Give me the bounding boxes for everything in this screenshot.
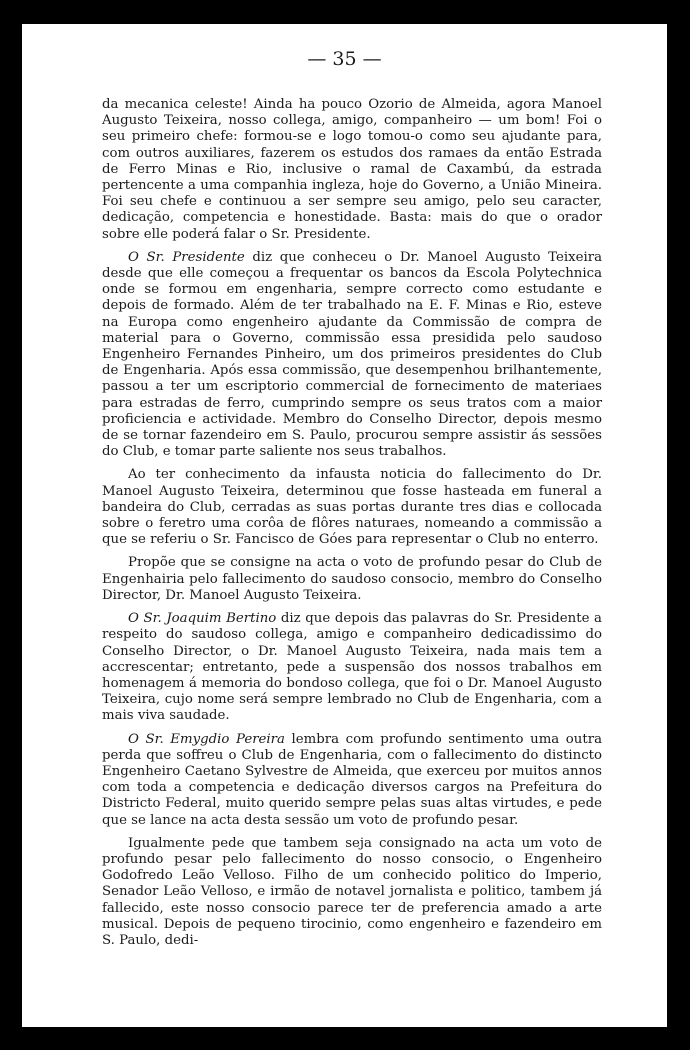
speaker-joaquim-bertino: O Sr. Joaquim Bertino [128,611,277,627]
speaker-presidente: O Sr. Presidente [128,249,245,265]
paragraph-3-text: Ao ter conhecimento da infausta noticia do fallecimento do Dr. Manoel Augusto Teixeira, determinou que fosse hasteada em funeral a bandeira do Club, cerradas as suas portas durante tres dias e collocada sobre o feretro uma corôa de flôres naturaes, nomeando a commissão a que se referiu o Sr. Fancisco de Góes para representar o Club no enterro. [102,467,602,548]
paragraph-7 [102,836,602,949]
paragraph-5 [102,611,602,724]
paragraph-2 [102,250,602,461]
paragraph-5-text: diz que depois das palavras do Sr. Presidente a respeito do saudoso collega, amigo e companheiro dedicadissimo do Conselho Director, o Dr. Manoel Augusto Teixeira, nada mais tem a accrescentar; entretanto, pede a suspensão dos nossos trabalhos em homenagem á memoria do bondoso collega, que foi o Dr. Manoel Augusto Teixeira, cujo nome será sempre lembrado no Club de Engenharia, com a mais viva saudade. [102,611,602,724]
body-text [102,97,602,949]
paragraph-6-text: lembra com profundo sentimento uma outra perda que soffreu o Club de Engenharia, com o fallecimento do distincto Engenheiro Caetano Sylvestre de Almeida, que exerceu por muitos annos com toda a competencia e dedicação diversos cargos na Prefeitura do Districto Federal, muito querido sempre pelas suas altas virtudes, e pede que se lance na acta desta sessão um voto de profundo pesar. [102,731,602,828]
document-page [22,24,667,1027]
paragraph-6 [102,732,602,829]
paragraph-1 [102,97,602,243]
speaker-emygdio-pereira: O Sr. Emygdio Pereira [128,731,285,747]
paragraph-2-text: diz que conheceu o Dr. Manoel Augusto Teixeira desde que elle começou a frequentar os bancos da Escola Polytechnica onde se formou em engenharia, sempre correcto como estudante e depois de formado. Além de ter trabalhado na E. F. Minas e Rio, esteve na Europa como engenheiro ajudante da Commissão de compra de material para o Governo, commissão essa presidida pelo saudoso Engenheiro Fernandes Pinheiro, um dos primeiros presidentes do Club de Engenharia. Após essa commissão, que desempenhou brilhantemente, passou a ter um escriptorio commercial de fornecimento de materiaes para estradas de ferro, cumprindo sempre os seus tratos com a maior proficiencia e actividade. Membro do Conselho Director, depois mesmo de se tornar fazendeiro em S. Paulo, procurou sempre assistir ás sessões do Club, e tomar parte saliente nos seus trabalhos. [102,249,602,460]
paragraph-4-text: Propõe que se consigne na acta o voto de profundo pesar do Club de Engenhairia pelo fallecimento do saudoso consocio, membro do Conselho Director, Dr. Manoel Augusto Teixeira. [102,555,602,603]
paragraph-3 [102,467,602,548]
page-number: — 35 — [307,48,382,70]
paragraph-1-text: da mecanica celeste! Ainda ha pouco Ozorio de Almeida, agora Manoel Augusto Teixeira, nosso collega, amigo, companheiro — um bom! Foi o seu primeiro chefe: formou-se e logo tomou-o como seu ajudante para, com outros auxiliares, fazerem os estudos dos ramaes da então Estrada de Ferro Minas e Rio, inclusive o ramal de Caxambú, da estrada pertencente a uma companhia ingleza, hoje do Governo, a União Mineira. Foi seu chefe e continuou a ser sempre seu amigo, pelo seu caracter, dedicação, competencia e honestidade. Basta: mais do que o orador sobre elle poderá falar o Sr. Presidente. [102,97,602,242]
paragraph-4 [102,555,602,604]
paragraph-7-text: Igualmente pede que tambem seja consignado na acta um voto de profundo pesar pelo fallecimento do nosso consocio, o Engenheiro Godofredo Leão Velloso. Filho de um conhecido politico do Imperio, Senador Leão Velloso, e irmão de notavel jornalista e politico, tambem já fallecido, este nosso consocio parece ter de preferencia amado a arte musical. Depois de pequeno tirocinio, como engenheiro e fazendeiro em S. Paulo, dedi- [102,835,602,948]
